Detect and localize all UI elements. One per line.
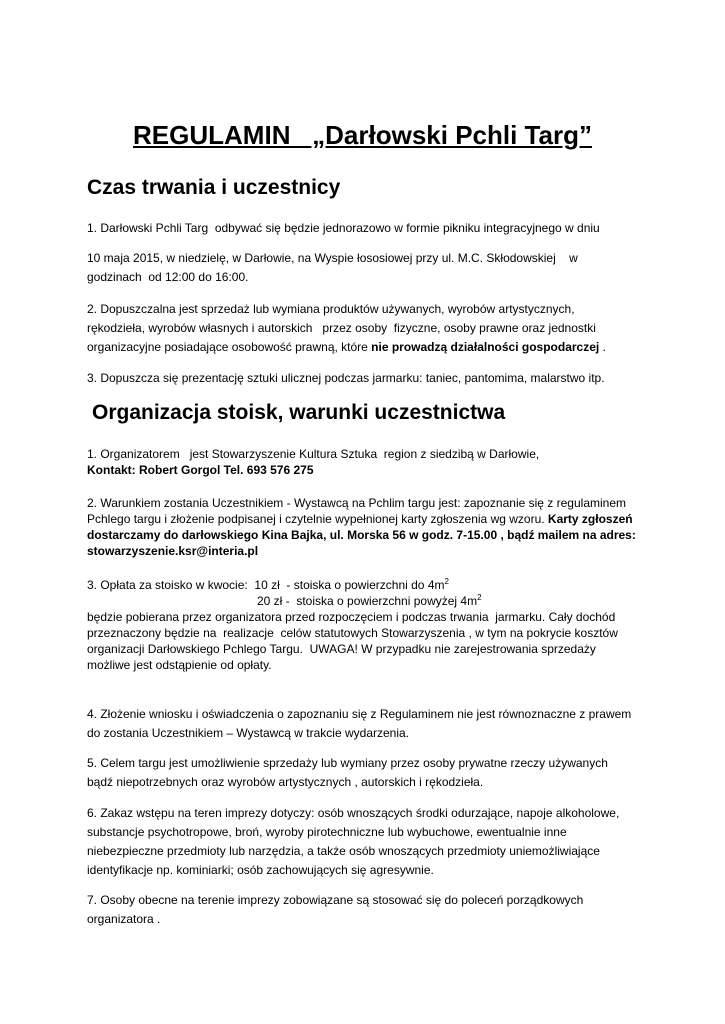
- paragraph-1-date: [87, 249, 647, 287]
- superscript: 2: [477, 593, 482, 602]
- text-line: 7. Osoby obecne na terenie imprezy zobowiązane są stosować się do poleceń porządkowych: [87, 893, 584, 907]
- text-line: 2. Dopuszczalna jest sprzedaż lub wymiana produktów używanych, wyrobów artystycznych,: [87, 302, 575, 316]
- text-line: przeznaczony będzie na realizacje celów statutowych Stowarzyszenia , w tym na pokrycie kosztów: [87, 626, 618, 640]
- bold-line: dostarczamy do darłowskiego Kina Bajka, ul. Morska 56 w godz. 7-15.00 , bądź mailem na adres:: [87, 528, 636, 542]
- text-line: 3. Dopuszcza się prezentację sztuki ulicznej podczas jarmarku: taniec, pantomima, malarstwo itp.: [87, 371, 605, 385]
- text-line: 2. Warunkiem zostania Uczestnikiem - Wystawcą na Pchlim targu jest: zapoznanie się z regulaminem: [87, 496, 626, 510]
- text-run: organizacyjne posiadające osobowość prawną, które: [87, 340, 372, 354]
- paragraph-1-3: [87, 369, 647, 388]
- text-run: Pchlego targu i złożenie podpisanej i czytelnie wypełnionej karty zgłoszenia wg wzoru.: [87, 512, 548, 526]
- paragraph-2-4: [87, 705, 647, 743]
- section-heading-organization: Organizacja stoisk, warunki uczestnictwa: [92, 401, 506, 424]
- bold-text: Karty zgłoszeń: [547, 512, 633, 526]
- text-line: 1. Darłowski Pchli Targ odbywać się będzie jednorazowo w formie pikniku integracyjnego w dniu: [87, 221, 600, 235]
- text-line: niebezpieczne przedmioty lub narzędzia, a także osób wnoszących przedmioty uniemożliwiające: [87, 844, 600, 858]
- text-line: będzie pobierana przez organizatora przed rozpoczęciem i podczas trwania jarmarku. Cały dochód: [87, 610, 616, 624]
- paragraph-1-2: [87, 300, 647, 357]
- text-line: identyfikacje np. kominiarki; osób zachowujących się agresywnie.: [87, 863, 434, 877]
- text-line: 1. Organizatorem jest Stowarzyszenie Kultura Sztuka region z siedzibą w Darłowie,: [87, 447, 540, 461]
- text-line: [87, 577, 647, 593]
- paragraph-2-2: [87, 495, 647, 559]
- text-run: .: [599, 340, 606, 354]
- paragraph-1-1: [87, 219, 647, 238]
- text-line: 6. Zakaz wstępu na teren imprezy dotyczy: osób wnoszących środki odurzające, napoje alkoholowe,: [87, 806, 620, 820]
- text-line: [87, 338, 647, 357]
- text-line: do zostania Uczestnikiem – Wystawcą w trakcie wydarzenia.: [87, 726, 410, 740]
- text-line: godzinach od 12:00 do 16:00.: [87, 270, 249, 284]
- text-run: 3. Opłata za stoisko w kwocie: 10 zł - stoiska o powierzchni do 4m: [87, 578, 445, 592]
- text-line: organizacji Darłowskiego Pchlego Targu. UWAGA! W przypadku nie zarejestrowania sprzedaży: [87, 642, 596, 656]
- section-heading-duration: Czas trwania i uczestnicy: [87, 176, 341, 199]
- email-address: stowarzyszenie.ksr@interia.pl: [87, 544, 259, 558]
- text-line: [87, 593, 647, 609]
- bold-text: nie prowadzą działalności gospodarczej: [371, 340, 600, 354]
- paragraph-2-5: [87, 754, 647, 792]
- paragraph-2-6: [87, 804, 647, 880]
- text-line: organizatora .: [87, 912, 161, 926]
- text-line: 10 maja 2015, w niedzielę, w Darłowie, na Wyspie łososiowej przy ul. M.C. Skłodowskiej w: [87, 251, 578, 265]
- paragraph-2-3: [87, 577, 647, 673]
- paragraph-2-7: [87, 891, 647, 929]
- text-line: 5. Celem targu jest umożliwienie sprzedaży lub wymiany przez osoby prywatne rzeczy używanych: [87, 756, 608, 770]
- contact-line: Kontakt: Robert Gorgol Tel. 693 576 275: [87, 463, 314, 477]
- text-line: [87, 511, 647, 527]
- document-title: REGULAMIN „Darłowski Pchli Targ”: [133, 120, 592, 150]
- superscript: 2: [444, 577, 449, 586]
- text-line: 4. Złożenie wniosku i oświadczenia o zapoznaniu się z Regulaminem nie jest równoznaczne z prawem: [87, 707, 632, 721]
- text-line: bądź niepotrzebnych oraz wyrobów artystycznych , autorskich i rękodzieła.: [87, 775, 484, 789]
- text-line: rękodzieła, wyrobów własnych i autorskich przez osoby fizyczne, osoby prawne oraz jednostki: [87, 321, 596, 335]
- paragraph-2-1: [87, 446, 647, 478]
- text-line: możliwe jest odstąpienie od opłaty.: [87, 658, 272, 672]
- text-line: substancje psychotropowe, broń, wyroby pirotechniczne lub wybuchowe, ewentualnie inne: [87, 825, 567, 839]
- text-run: 20 zł - stoiska o powierzchni powyżej 4m: [257, 594, 478, 608]
